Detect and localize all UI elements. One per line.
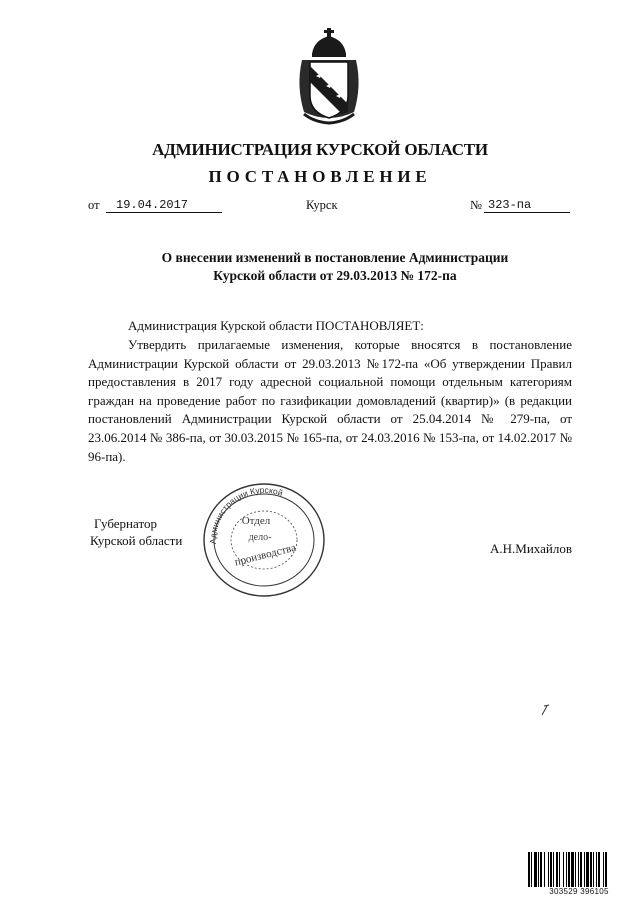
barcode-bar (593, 852, 594, 888)
barcode-number: 303529 396105 (527, 887, 631, 896)
barcode-bar (548, 852, 549, 888)
resolution-paragraph: Утвердить прилагаемые изменения, которые вносятся в постановление Администрации Курской области от 29.03.2013 №172-па «Об утверждении Правил предоставления в 2017 году адресной социальной помощи отдельным категориям граждан на проведение работ по газификации домовладений (квартир)» (в редакции постановлений Администрации Курской области от 25.04.2014 № 279-па, от 23.06.2014 № 386-па, от 30.03.2015 № 165-па, от 24.03.2016 № 153-па, от 14.02.2017 № 96-па). (88, 337, 572, 464)
barcode-bar (571, 852, 574, 888)
signatory-title-line-1: Губернатор (94, 516, 157, 531)
barcode-bar (590, 852, 592, 888)
barcode-bar (603, 852, 604, 888)
handwritten-mark (538, 702, 552, 716)
barcode-bar (563, 852, 564, 888)
resolution-body (88, 336, 572, 466)
barcode-bar (553, 852, 554, 888)
barcode-bar (540, 852, 542, 888)
resolution-intro: Администрация Курской области ПОСТАНОВЛЯЕТ: (128, 318, 424, 333)
barcode-bar (544, 852, 545, 888)
barcode-bar (566, 852, 567, 888)
document-barcode (527, 852, 631, 896)
signatory-name: А.Н.Михайлов (490, 541, 572, 556)
barcode-bar (538, 852, 539, 888)
organization-title: АДМИНИСТРАЦИЯ КУРСКОЙ ОБЛАСТИ (152, 140, 488, 159)
barcode-bar (586, 852, 589, 888)
document-date: 19.04.2017 (106, 198, 222, 213)
barcode-bar (596, 852, 597, 888)
date-prefix: от (88, 198, 100, 212)
official-stamp (198, 478, 330, 600)
signatory-title (90, 515, 183, 549)
barcode-bar (531, 852, 532, 888)
document-meta-row (0, 198, 640, 218)
barcode-bar (605, 852, 607, 888)
barcode-bar (598, 852, 600, 888)
barcode-bar (550, 852, 552, 888)
barcode-bar (559, 852, 560, 888)
stamp-outer-text: Администрации Курской (207, 484, 285, 545)
stamp-inner-line-2: дело- (248, 532, 272, 543)
document-type-title: ПОСТАНОВЛЕНИЕ (208, 167, 432, 186)
barcode-bars (527, 852, 631, 888)
stamp-inner-line-3: производства (233, 541, 298, 569)
subject-line-1: О внесении изменений в постановление Администрации (161, 250, 509, 265)
document-number: 323-па (484, 198, 570, 213)
barcode-bar (575, 852, 576, 888)
barcode-bar (568, 852, 570, 888)
number-prefix: № (470, 198, 482, 212)
signatory-title-line-2: Курской области (90, 533, 183, 548)
barcode-bar (556, 852, 558, 888)
subject-line-2: Курской области от 29.03.2013 № 172-па (213, 268, 457, 283)
coat-of-arms-emblem (294, 26, 364, 126)
barcode-bar (528, 852, 530, 888)
document-subject (100, 249, 570, 285)
stamp-inner-line-1: Отдел (241, 515, 271, 527)
document-city: Курск (306, 198, 338, 212)
barcode-bar (534, 852, 537, 888)
barcode-bar (584, 852, 585, 888)
barcode-bar (580, 852, 582, 888)
barcode-bar (578, 852, 579, 888)
